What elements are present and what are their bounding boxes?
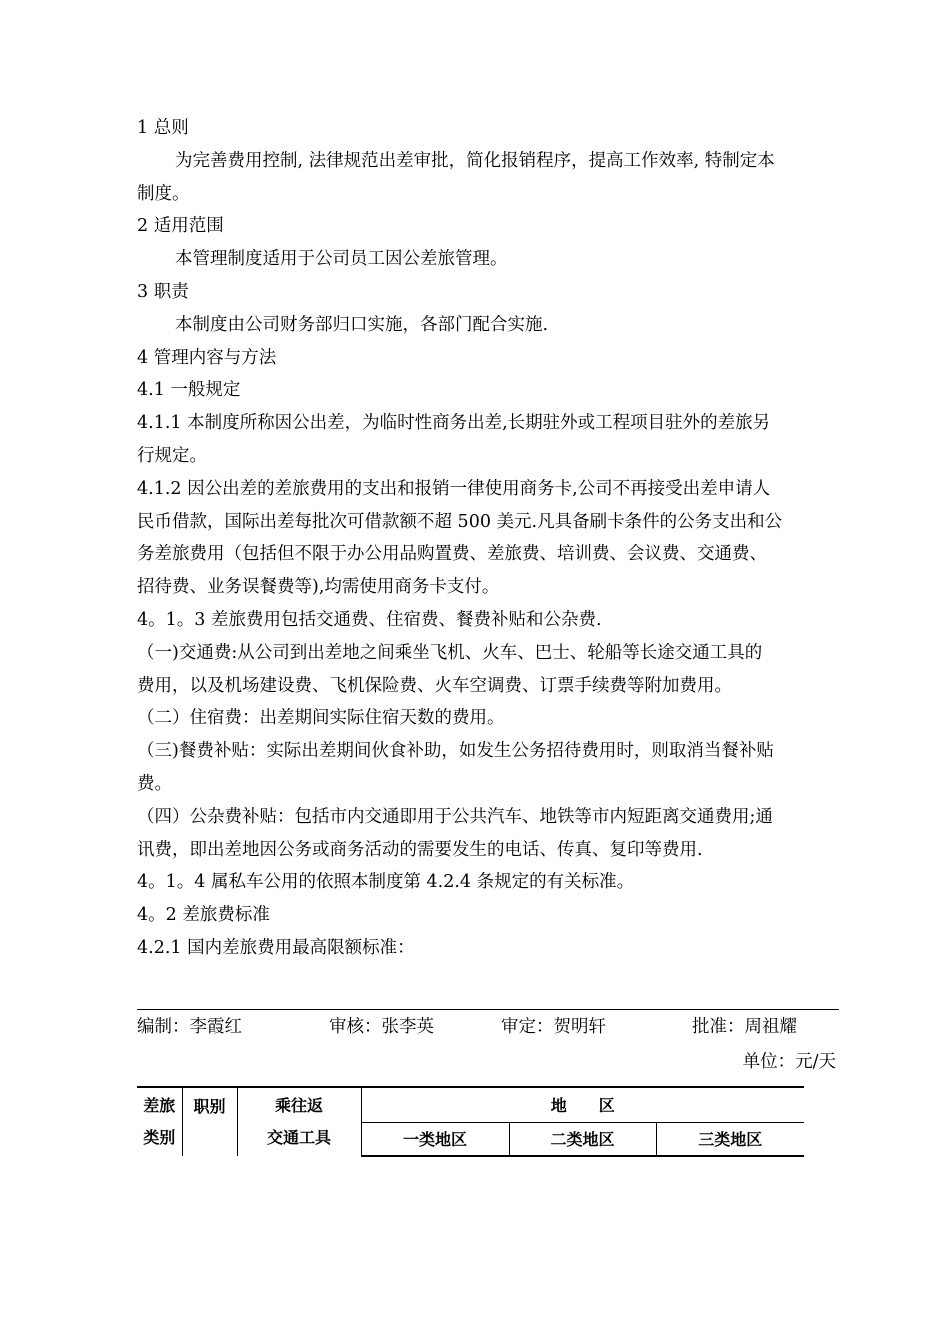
body-line: 4.1.1 本制度所称因公出差，为临时性商务出差,长期驻外或工程项目驻外的差旅另 [137,413,771,434]
header-region-3: 三类地区 [656,1122,804,1156]
body-line: 制度。 [137,183,190,204]
body-line: 4。1。4 属私车公用的依照本制度第 4.2.4 条规定的有关标准。 [137,872,635,893]
body-line: 4.1.2 因公出差的差旅费用的支出和报销一律使用商务卡,公司不再接受出差申请人 [137,478,771,499]
body-line: （二）住宿费：出差期间实际住宿天数的费用。 [137,708,505,729]
verifier-signature: 审定：贺明轩 [501,1017,606,1037]
body-line: 4 管理内容与方法 [137,347,277,368]
header-travel-category: 差旅 类别 [137,1087,182,1156]
body-line: 本管理制度适用于公司员工因公差旅管理。 [175,249,508,270]
header-region: 地 区 [361,1087,804,1122]
header-region-2: 二类地区 [509,1122,656,1156]
body-line: 为完善费用控制, 法律规范出差审批，简化报销程序，提高工作效率, 特制定本 [175,150,775,171]
body-line: 3 职责 [137,281,189,302]
body-line: 招待费、业务误餐费等),均需使用商务卡支付。 [137,577,500,598]
expense-standard-table [137,1086,804,1157]
body-line: 4。1。3 差旅费用包括交通费、住宿费、餐费补贴和公杂费. [137,609,602,630]
body-line: （三)餐费补贴：实际出差期间伙食补助，如发生公务招待费用时，则取消当餐补贴 [137,741,774,762]
body-line: 1 总则 [137,118,189,138]
reviewer-signature: 审核：张李英 [329,1017,434,1037]
body-line: 讯费，即出差地因公务或商务活动的需要发生的电话、传真、复印等费用. [137,839,703,860]
body-line: 费用，以及机场建设费、飞机保险费、火车空调费、订票手续费等附加费用。 [137,675,732,696]
document-body [137,112,837,965]
body-line: 务差旅费用（包括但不限于办公用品购置费、差旅费、培训费、会议费、交通费、 [137,544,767,565]
body-line: （一)交通费:从公司到出差地之间乘坐飞机、火车、巴士、轮船等长途交通工具的 [137,642,763,663]
body-line: 民币借款，国际出差每批次可借款额不超 500 美元.凡具备刷卡条件的公务支出和公 [137,511,783,532]
header-region-1: 一类地区 [361,1122,509,1156]
header-rank: 职别 [182,1087,237,1156]
body-line: 2 适用范围 [137,216,224,237]
signature-rule [137,1009,839,1010]
body-line: （四）公杂费补贴：包括市内交通即用于公共汽车、地铁等市内短距离交通费用;通 [137,806,773,827]
body-line: 本制度由公司财务部归口实施，各部门配合实施. [175,314,549,335]
body-line: 行规定。 [137,445,207,466]
body-line: 4.1 一般规定 [137,380,241,401]
body-line: 4。2 差旅费标准 [137,905,270,926]
compiler-signature: 编制：李霞红 [137,1017,242,1037]
approver-signature: 批准：周祖耀 [692,1017,797,1037]
body-line: 4.2.1 国内差旅费用最高限额标准： [137,937,415,958]
body-line: 费。 [137,773,172,794]
unit-label: 单位：元/天 [742,1052,836,1072]
header-transport: 乘往返 交通工具 [237,1087,361,1156]
